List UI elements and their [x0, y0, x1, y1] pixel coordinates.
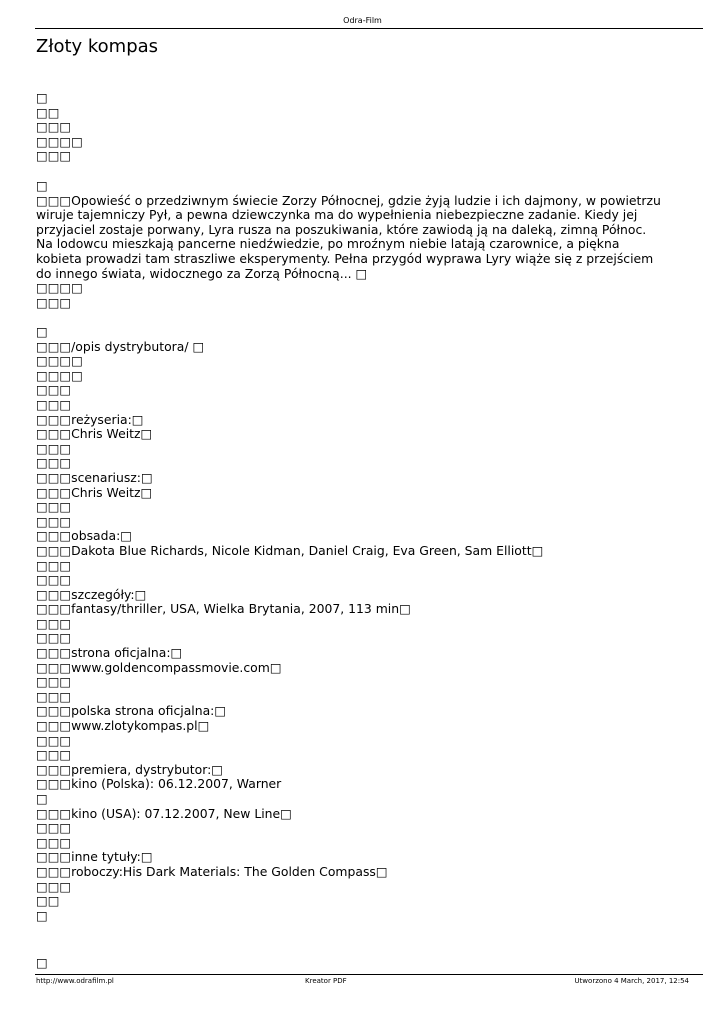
text-line: □□□: [36, 674, 72, 690]
screenplay-value: □□□Chris Weitz□: [36, 484, 153, 500]
text-line: □□□: [36, 455, 72, 471]
details-value: □□□fantasy/thriller, USA, Wielka Brytania, 2007, 113 min□: [36, 601, 411, 617]
official-site-label: □□□strona oficjalna:□: [36, 645, 183, 661]
official-site-link[interactable]: □□□www.goldencompassmovie.com□: [36, 659, 282, 675]
text-line: □□□: [36, 572, 72, 588]
text-line: □□□: [36, 119, 72, 135]
premiere-poland: □□□kino (Polska): 06.12.2007, Warner: [36, 776, 282, 792]
other-titles-label: □□□inne tytuły:□: [36, 849, 153, 865]
text-line: □□□: [36, 148, 72, 164]
text-line: □□□: [36, 499, 72, 515]
text-line: □: [36, 90, 48, 105]
header-rule: [35, 28, 703, 29]
text-line: □□□: [36, 688, 72, 704]
polish-site-label: □□□polska strona oficjalna:□: [36, 703, 227, 719]
text-line: □□□/opis dystrybutora/ □: [36, 338, 205, 354]
cast-value: □□□Dakota Blue Richards, Nicole Kidman, Daniel Craig, Eva Green, Sam Elliott□: [36, 542, 544, 558]
text-line: □□□: [36, 732, 72, 748]
text-line: □□□: [36, 630, 72, 646]
block-details: [36, 325, 666, 923]
text-line: □□□: [36, 513, 72, 529]
footer-generator: Kreator PDF: [305, 977, 347, 985]
text-line: □□□: [36, 294, 72, 310]
text-line: □□□□: [36, 367, 83, 383]
text-line: □□□□: [36, 280, 83, 296]
text-line: □: [36, 955, 48, 970]
text-line: □□□□: [36, 353, 83, 369]
text-line: □: [36, 324, 48, 339]
text-line: □□□: [36, 557, 72, 573]
text-line: □□□□: [36, 133, 83, 149]
text-line: □□□: [36, 834, 72, 850]
text-line: □□□: [36, 820, 72, 836]
footer-created: Utworzono 4 March, 2017, 12:54: [574, 977, 689, 985]
text-line: □: [36, 907, 48, 923]
director-label: □□□reżyseria:□: [36, 411, 144, 427]
block-1: [36, 91, 666, 164]
director-value: □□□Chris Weitz□: [36, 426, 153, 442]
details-label: □□□szczegóły:□: [36, 586, 147, 602]
description-paragraph: □□□Opowieść o przedziwnym świecie Zorzy Północnej, gdzie żyją ludzie i ich dajmony, w powietrzu wiruje tajemniczy Pył, a pewna dziewczynka ma do wypełnienia niebezpieczne zadanie. Kiedy jej przyjaciel zostaje porwany, Lyra rusza na poszukiwania, które zawiodą ją na daleką, zimną Północ. Na lodowcu mieszkają pancerne niedźwiedzie, po mroźnym niebie latają czarownice, a piękna kobieta prowadzi tam straszliwe eksperymenty. Pełna przygód wyprawa Lyry wiąże się z przejściem do innego świata, widocznego za Zorzą Północną... □: [36, 192, 661, 281]
text-line: □□: [36, 893, 60, 909]
footer-rule: [35, 974, 703, 975]
text-line: □: [36, 178, 48, 193]
premiere-label: □□□premiera, dystrybutor:□: [36, 761, 223, 777]
text-line: □: [36, 791, 48, 806]
text-line: □□□: [36, 878, 72, 894]
polish-site-link[interactable]: □□□www.zlotykompas.pl□: [36, 718, 210, 734]
header-site-name: Odra-Film: [343, 16, 382, 25]
text-line: □□□: [36, 440, 72, 456]
text-line: □□: [36, 104, 60, 120]
text-line: □□□: [36, 396, 72, 412]
text-line: □□□: [36, 747, 72, 763]
other-titles-value: □□□roboczy:His Dark Materials: The Golden Compass□: [36, 863, 388, 879]
footer-url[interactable]: http://www.odrafilm.pl: [36, 977, 114, 985]
text-line: □□□: [36, 382, 72, 398]
text-line: □□□: [36, 615, 72, 631]
block-last: [36, 956, 666, 971]
premiere-usa: □□□kino (USA): 07.12.2007, New Line□: [36, 805, 292, 821]
cast-label: □□□obsada:□: [36, 528, 132, 544]
page-title: Złoty kompas: [36, 36, 159, 57]
block-description: [36, 179, 666, 310]
screenplay-label: □□□scenariusz:□: [36, 469, 153, 485]
